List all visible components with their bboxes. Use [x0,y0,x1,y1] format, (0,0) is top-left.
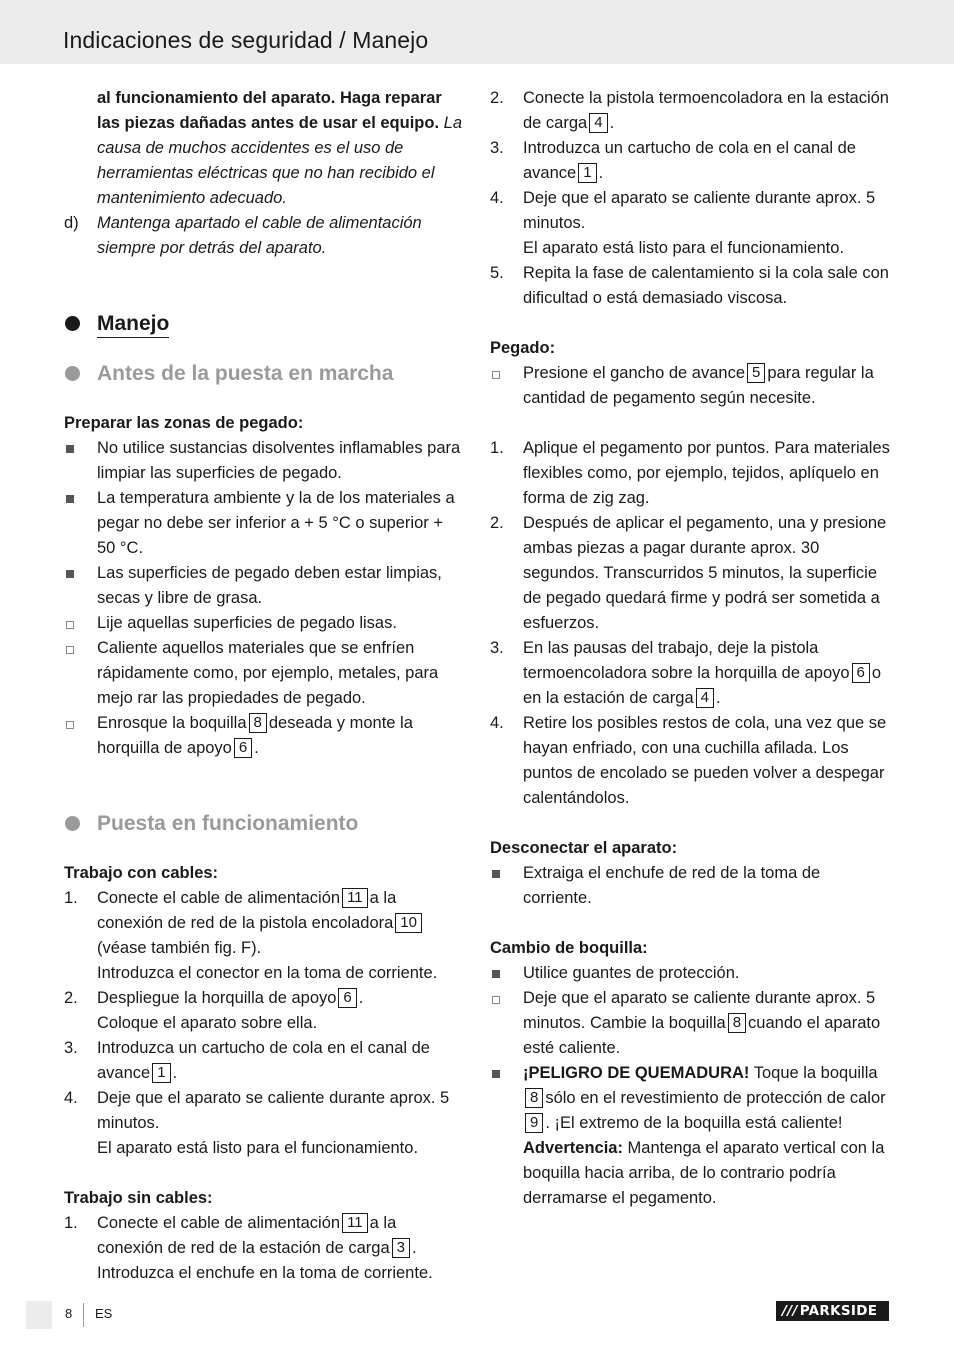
filled-square-bullet-icon [490,961,516,986]
list-item-text: Las superficies de pegado deben estar limpias, secas y libre de grasa. [97,564,442,607]
step-number: 3. [490,639,504,657]
part-number-badge: 8 [249,713,267,733]
open-square-bullet-icon [490,361,516,386]
step-number: 4. [490,189,504,207]
right-column [490,86,890,1211]
step-text: Introduzca un cartucho de cola en el canal de avance [523,139,856,182]
step-number: 1. [64,889,78,907]
numbered-step [490,86,890,136]
step-text: Deje que el aparato se caliente durante aprox. 5 minutos. [97,1089,450,1132]
step-text: o en la estación de carga [523,664,882,707]
step-text: Conecte la pistola termoencoladora en la estación de carga [523,89,889,132]
open-square-bullet-icon [64,611,90,636]
list-item-text: deseada y monte la horquilla de apoyo [97,714,413,757]
parkside-logo [776,1301,889,1321]
numbered-step [490,711,890,811]
part-number-badge: 6 [234,738,252,758]
list-item-text: Utilice guantes de protección. [523,964,740,982]
part-number-badge: 3 [392,1238,410,1258]
open-square-bullet-icon [64,711,90,736]
section-heading-text: Antes de la puesta en marcha [97,362,394,385]
step-number: 1. [490,439,504,457]
step-text: . [598,164,604,182]
footer-divider [83,1303,84,1327]
step-text: Despliegue la horquilla de apoyo [97,989,337,1007]
filled-square-bullet-icon [64,436,90,461]
logo-text: PARKSIDE [799,1303,878,1319]
step-text: Coloque el aparato sobre ella. [97,1014,318,1032]
filled-square-bullet-icon [490,861,516,886]
part-number-badge: 5 [747,363,765,383]
spacer [490,411,890,436]
step-number: 4. [490,714,504,732]
numbered-step [490,636,890,711]
numbered-step [490,436,890,511]
part-number-badge: 8 [728,1013,746,1033]
list-item [490,961,890,986]
page-title: Indicaciones de seguridad / Manejo [63,27,429,53]
bullet-dot-icon [65,366,80,381]
logo-slashes-icon: /// [782,1303,798,1319]
list-item [64,486,464,561]
step-text: . [172,1064,178,1082]
step-text: Aplique el pegamento por puntos. Para materiales flexibles como, por ejemplo, tejidos, aplíquelo en forma de zig zag. [523,439,890,507]
step-text: Retire los posibles restos de cola, una vez que se hayan enfriado, con una cuchilla afilada. Los puntos de encolado se pueden volver a despegar calentándolos. [523,714,887,807]
filled-square-bullet-icon [64,486,90,511]
step-number: 5. [490,264,504,282]
filled-square-bullet-icon [490,1061,516,1086]
step-text: a la conexión de red de la estación de carga [97,1214,397,1257]
page-number: 8 [65,1306,73,1321]
list-item-text: Caliente aquellos materiales que se enfríen rápidamente como, por ejemplo, metales, para mejo rar las propiedades de pegado. [97,639,439,707]
step-text: Conecte el cable de alimentación [97,1214,341,1232]
step-text: Conecte el cable de alimentación [97,889,341,907]
numbered-step [490,511,890,636]
step-text: . [715,689,721,707]
part-number-badge: 4 [696,688,714,708]
language-code: ES [95,1306,113,1321]
subheading-pegado: Pegado: [490,339,556,357]
list-item [64,711,464,761]
numbered-step [64,1211,464,1286]
part-number-badge: 11 [342,888,368,908]
step-number: 3. [64,1039,78,1057]
step-text: (véase también fig. F). [97,939,262,957]
step-text: El aparato está listo para el funcionamiento. [523,239,845,257]
list-item [64,561,464,611]
step-text: . [358,989,364,1007]
page-footer [26,1301,896,1331]
step-text: Repita la fase de calentamiento si la cola sale con dificultad o está demasiado viscosa. [523,264,889,307]
step-text: a la conexión de red de la pistola encoladora [97,889,397,932]
list-item-d [64,211,464,261]
list-item [64,436,464,486]
section-heading-manejo [64,311,464,336]
list-marker: d) [64,214,79,232]
step-number: 2. [64,989,78,1007]
subheading-cambio: Cambio de boquilla: [490,939,648,957]
step-text: El aparato está listo para el funcionamiento. [97,1139,419,1157]
danger-label: ¡PELIGRO DE QUEMADURA! [523,1064,750,1082]
bullet-dot-icon [65,816,80,831]
step-text: Deje que el aparato se caliente durante aprox. 5 minutos. [523,189,876,232]
numbered-step [64,1036,464,1086]
subheading-desconectar: Desconectar el aparato: [490,839,678,857]
numbered-step [490,136,890,186]
numbered-step [490,261,890,311]
list-item-text: Toque la boquilla [753,1064,878,1082]
numbered-step [64,1086,464,1161]
step-number: 1. [64,1214,78,1232]
list-item-text: sólo en el revestimiento de protección de calor [545,1089,886,1107]
list-item [490,1061,890,1211]
list-item [490,361,890,411]
part-number-badge: 8 [525,1088,543,1108]
numbered-step [64,886,464,986]
list-item [64,636,464,711]
subheading-sin-cables: Trabajo sin cables: [64,1189,213,1207]
open-square-bullet-icon [490,986,516,1011]
step-text: Introduzca un cartucho de cola en el canal de avance [97,1039,430,1082]
step-text: . [411,1239,417,1257]
subheading-preparar: Preparar las zonas de pegado: [64,414,304,432]
step-text: . [609,114,615,132]
section-heading-text: Manejo [97,312,169,338]
warning-label: Advertencia: [523,1139,623,1157]
list-item-text: Extraiga el enchufe de red de la toma de corriente. [523,864,821,907]
step-number: 4. [64,1089,78,1107]
warning-bold-text: al funcionamiento del aparato. Haga reparar las piezas dañadas antes de usar el equipo. [97,89,442,132]
list-item [64,611,464,636]
step-text: Introduzca el conector en la toma de corriente. [97,964,438,982]
list-item [490,861,890,911]
section-heading-antes [64,361,464,386]
warning-italic-text: La causa de muchos accidentes es el uso de herramientas eléctricas que no han recibido el mantenimiento adecuado. [97,114,462,207]
list-item-text: Lije aquellas superficies de pegado lisas. [97,614,397,632]
list-item [490,986,890,1061]
part-number-badge: 6 [338,988,356,1008]
part-number-badge: 1 [152,1063,170,1083]
step-number: 3. [490,139,504,157]
part-number-badge: 1 [578,163,596,183]
step-text: En las pausas del trabajo, deje la pistola termoencoladora sobre la horquilla de apoyo [523,639,850,682]
part-number-badge: 4 [589,113,607,133]
list-item-text: cuando el aparato esté caliente. [523,1014,881,1057]
page-marker-box [26,1301,52,1329]
numbered-step [64,986,464,1036]
numbered-step [490,186,890,261]
list-item-text: . ¡El extremo de la boquilla está caliente! [545,1114,843,1132]
list-item-text: Enrosque la boquilla [97,714,247,732]
open-square-bullet-icon [64,636,90,661]
list-item-text: No utilice sustancias disolventes inflamables para limpiar las superficies de pegado. [97,439,461,482]
list-item-text: Deje que el aparato se caliente durante aprox. 5 minutos. Cambie la boquilla [523,989,876,1032]
subheading-con-cables: Trabajo con cables: [64,864,219,882]
part-number-badge: 10 [395,913,422,933]
step-text: Después de aplicar el pegamento, una y presione ambas piezas a pagar durante aprox. 30 segundos. Transcurridos 5 minutos, la superficie de pegado quedará firme y podrá ser sometida a esfuerzos. [523,514,887,632]
list-item-text: La temperatura ambiente y la de los materiales a pegar no debe ser inferior a + 5 °C o superior + 50 °C. [97,489,455,557]
filled-square-bullet-icon [64,561,90,586]
section-heading-text: Puesta en funcionamiento [97,812,359,835]
part-number-badge: 11 [342,1213,368,1233]
list-item-text: Presione el gancho de avance [523,364,745,382]
step-number: 2. [490,89,504,107]
step-number: 2. [490,514,504,532]
step-text: Introduzca el enchufe en la toma de corriente. [97,1264,433,1282]
paragraph-c-continued [64,86,464,211]
list-item-text: para regular la cantidad de pegamento según necesite. [523,364,874,407]
part-number-badge: 6 [852,663,870,683]
list-item-text: Mantenga apartado el cable de alimentación siempre por detrás del aparato. [97,214,422,257]
bullet-dot-icon [65,316,80,331]
left-column [64,86,464,1286]
list-item-text: . [254,739,259,757]
part-number-badge: 9 [525,1113,543,1133]
section-heading-puesta [64,811,464,836]
list-item-text: Mantenga el aparato vertical con la boquilla hacia arriba, de lo contrario podría derramarse el pegamento. [523,1139,885,1207]
page-header [0,0,954,64]
